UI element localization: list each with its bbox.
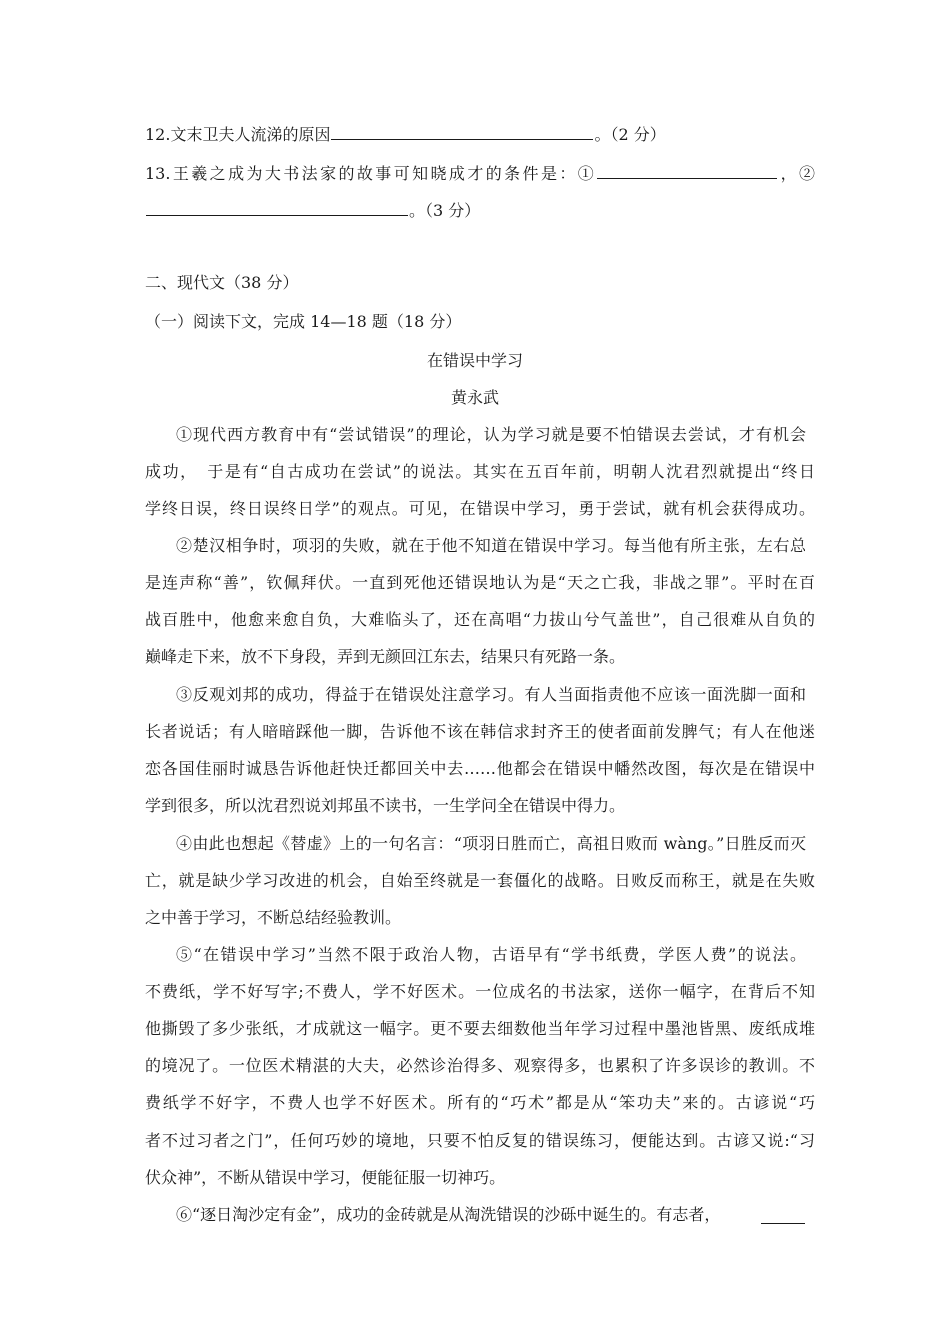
paragraph-1-line: ①现代西方教育中有“尝试错误”的理论，认为学习就是要不怕错误去尝试，才有机会 <box>176 425 806 444</box>
question-12-score: 。（2 分） <box>594 125 666 144</box>
paragraph-6-line <box>176 1204 806 1226</box>
question-12-text: 12.文末卫夫人流涕的原因 <box>145 125 331 144</box>
paragraph-5-line: 的境况了。一位医术精湛的大夫，必然诊治得多、观察得多，也累积了许多误诊的教训。不 <box>145 1056 815 1075</box>
answer-blank-13-1[interactable] <box>597 162 777 179</box>
paragraph-3-line: ③反观刘邦的成功，得益于在错误处注意学习。有人当面指责他不应该一面洗脚一面和 <box>176 685 806 704</box>
paragraph-2-line: 战百胜中，他愈来愈自负，大难临头了，还在高唱“力拔山兮气盖世”，自己很难从自负的 <box>145 610 815 629</box>
paragraph-5-line: ⑤“在错误中学习”当然不限于政治人物，古语早有“学书纸费，学医人费”的说法。 <box>176 945 806 964</box>
paragraph-2-line: ②楚汉相争时，项羽的失败，就在于他不知道在错误中学习。每当他有所主张，左右总 <box>176 536 806 555</box>
paragraph-2-line: 是连声称“善”，钦佩拜伏。一直到死他还错误地认为是“天之亡我，非战之罪”。平时在百 <box>145 573 815 592</box>
paragraph-3-line: 恋各国佳丽时诚恳告诉他赶快迁都回关中去……他都会在错误中幡然改图，每次是在错误中 <box>145 759 815 778</box>
paragraph-2-line: 巅峰走下来，放不下身段，弄到无颜回江东去，结果只有死路一条。 <box>145 647 626 666</box>
paragraph-5-line: 伏众神”，不断从错误中学习，便能征服一切神巧。 <box>145 1168 506 1187</box>
paragraph-4-line: 之中善于学习，不断总结经验教训。 <box>145 908 402 927</box>
answer-blank-12[interactable] <box>331 123 593 140</box>
paragraph-1-line: 学终日误，终日误终日学”的观点。可见，在错误中学习，勇于尝试，就有机会获得成功。 <box>145 499 815 518</box>
question-12 <box>145 123 815 146</box>
question-13-mid: ，② <box>778 164 815 183</box>
paragraph-5-line: 他撕毁了多少张纸，才成就这一幅字。更不要去细数他当年学习过程中墨池皆黑、废纸成堆 <box>145 1019 815 1038</box>
paragraph-1-line: 成功， 于是有“自古成功在尝试”的说法。其实在五百年前，明朝人沈君烈就提出“终日 <box>145 462 815 481</box>
paragraph-6-text: ⑥“逐日淘沙定有金”，成功的金砖就是从淘洗错误的沙砾中诞生的。有志者， <box>176 1205 721 1224</box>
section-title: 二、现代文（38 分） <box>145 273 299 292</box>
paragraph-3-line: 学到很多，所以沈君烈说刘邦虽不读书，一生学问全在错误中得力。 <box>145 796 626 815</box>
question-13-text: 13.王羲之成为大书法家的故事可知晓成才的条件是：① <box>145 164 597 183</box>
paragraph-4-line: ④由此也想起《替虚》上的一句名言：“项羽日胜而亡，高祖日败而 wàng。”日胜反而灭 <box>176 834 806 853</box>
paragraph-5-line: 费纸学不好字，不费人也学不好医术。所有的“巧术”都是从“笨功夫”来的。古谚说“巧 <box>145 1093 815 1112</box>
paragraph-3-line: 长者说话；有人暗暗踩他一脚，告诉他不该在韩信求封齐王的使者面前发脾气；有人在他迷 <box>145 722 815 741</box>
question-13-cont <box>145 199 815 222</box>
question-13-score: 。（3 分） <box>409 201 481 220</box>
paragraph-5-line: 不费纸，学不好写字;不费人，学不好医术。一位成名的书法家，送你一幅字，在背后不知 <box>145 982 815 1001</box>
section-subtitle: （一）阅读下文，完成 14—18 题（18 分） <box>145 312 462 331</box>
paragraph-5-line: 者不过习者之门”，任何巧妙的境地，只要不怕反复的错误练习，便能达到。古谚又说:“习 <box>145 1131 815 1150</box>
paragraph-4-line: 亡，就是缺少学习改进的机会，自始至终就是一套僵化的战略。日败反而称王，就是在失败 <box>145 871 815 890</box>
article-title: 在错误中学习 <box>426 351 523 370</box>
answer-blank-paragraph-6[interactable] <box>761 1207 805 1224</box>
question-13 <box>145 162 815 185</box>
answer-blank-13-2[interactable] <box>146 199 408 216</box>
article-author: 黄永武 <box>450 388 499 407</box>
